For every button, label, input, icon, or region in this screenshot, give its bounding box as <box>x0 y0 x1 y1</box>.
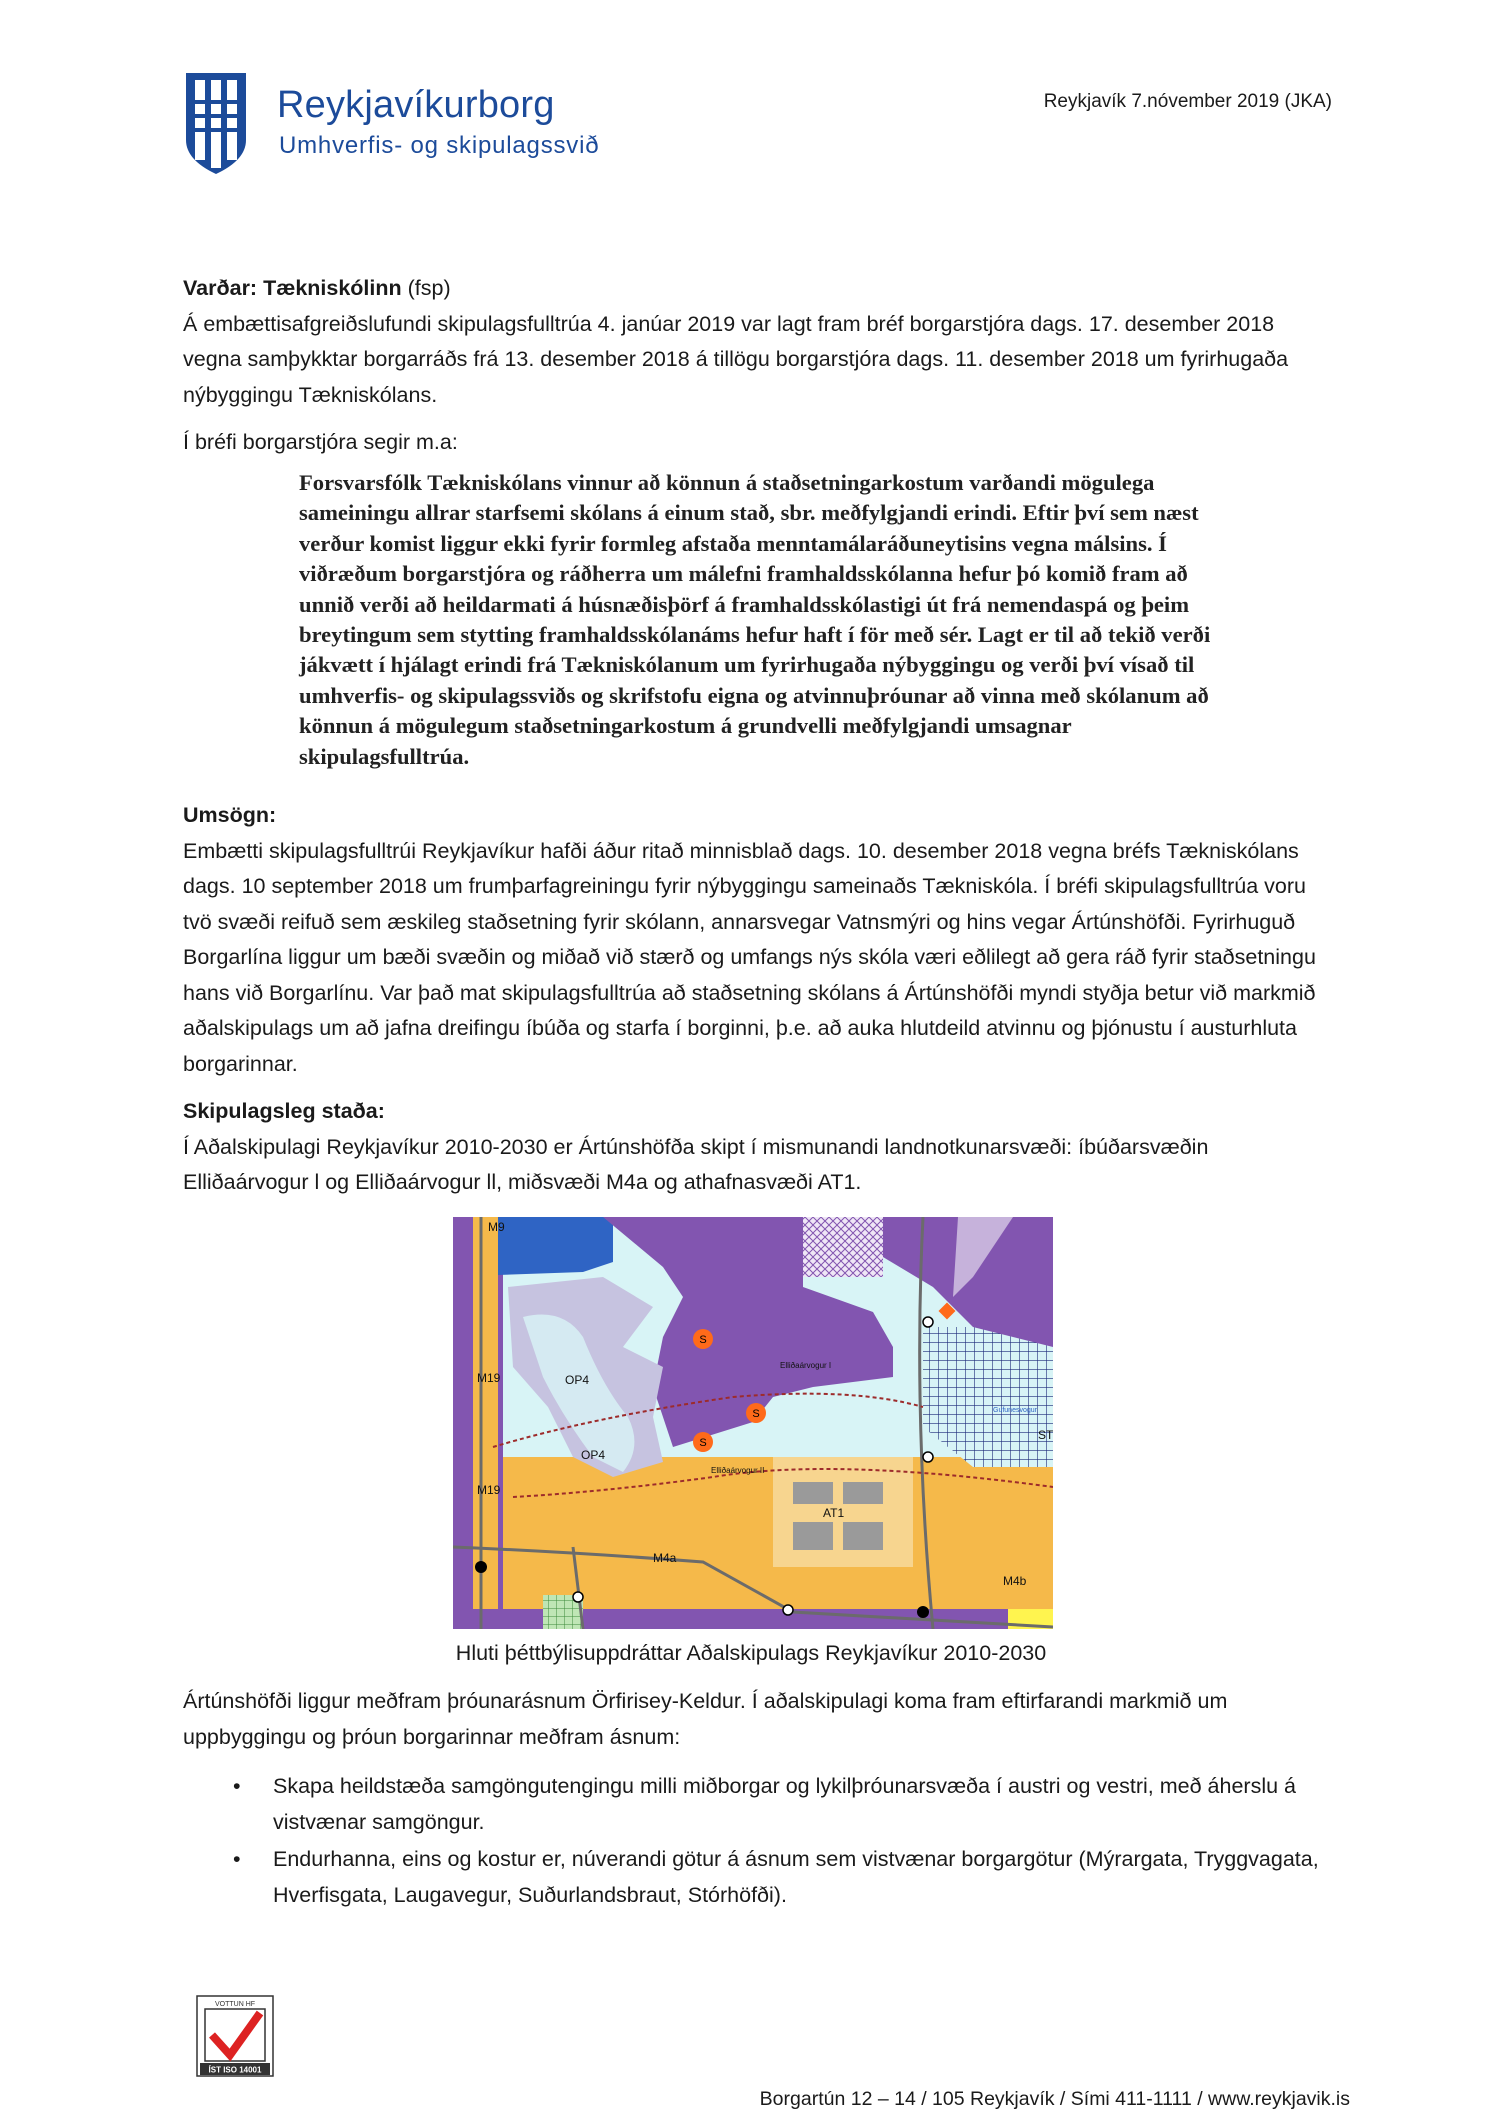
iso-certification-logo <box>196 1995 274 2077</box>
iso-bottom-text: ÍST ISO 14001 <box>208 2065 262 2075</box>
land-use-map <box>453 1217 1053 1629</box>
map-label-at1: AT1 <box>823 1506 845 1520</box>
quote-intro: Í bréfi borgarstjóra segir m.a: <box>183 430 458 454</box>
school-label-1: S <box>699 1334 707 1346</box>
school-label-2: S <box>752 1408 760 1420</box>
subject-suffix: (fsp) <box>407 276 451 300</box>
bullet-icon: • <box>233 1847 241 1871</box>
quoted-letter-excerpt: Forsvarsfólk Tækniskólans vinnur að könnun á staðsetningarkostum varðandi mögulega sameiningu allrar starfsemi skólans á einum stað, sbr. meðfylgjandi erindi. Eftir því sem næst verður komist liggur ekki fyrir formleg afstaða menntamálaráðuneytisins vegna málsins. Í viðræðum borgarstjóra og ráðherra um málefni framhaldsskólanna hefur þó komið fram að unnið verði að heildarmati á húsnæðisþörf á framhaldsskólastigi út frá nemendaspá og þeim breytingum sem stytting framhaldsskólanáms hefur haft í för með sér. Lagt er til að tekið verði jákvætt í hjálagt erindi frá Tækniskólanum um fyrirhugaða nýbyggingu og verði því vísað til umhverfis- og skipulagssviðs og skrifstofu eigna og atvinnuþróunar að vinna með skólanum að könnun á mögulegum staðsetningarkostum á grundvelli meðfylgjandi umsagnar skipulagsfulltrúa. <box>299 470 1211 769</box>
development-section <box>183 1684 1333 1915</box>
bullet-icon: • <box>233 1774 241 1798</box>
map-label-ellidaarvogur-1: Elliðaárvogur I <box>780 1361 832 1370</box>
planning-paragraph: Í Aðalskipulagi Reykjavíkur 2010-2030 er Ártúnshöfða skipt í mismunandi landnotkunarsvæði: íbúðarsvæðin Elliðaárvogur l og Elliðaárvogur ll, miðsvæði M4a og athafnasvæði AT1. <box>183 1134 1209 1194</box>
map-label-gufunesvogur: Gufunesvogur <box>993 1407 1037 1414</box>
map-label-m9: M9 <box>488 1220 505 1234</box>
opinion-paragraph: Embætti skipulagsfulltrúi Reykjavíkur hafði áður ritað minnisblað dags. 10. desember 2018 vegna bréfs Tækniskólans dags. 10 september 2018 um frumþarfagreiningu fyrir nýbyggingu sameinaðs Tækniskóla. Í bréfi skipulagsfulltrúa voru tvö svæði reifuð sem æskileg staðsetning fyrir skólann, annarsvegar Vatnsmýri og hins vegar Ártúnshöfði. Fyrirhuguð Borgarlína liggur um bæði svæðin og miðað við stærð og umfangs nýs skóla væri eðlilegt að gera ráð fyrir staðsetningu hans við Borgarlínu. Var það mat skipulagsfulltrúa að staðsetning skólans á Ártúnshöfði myndi styðja betur við markmið aðalskipulags um að jafna dreifingu íbúða og starfa í borginni, þ.e. að auka hlutdeild atvinnu og þjónustu í austurhluta borgarinnar. <box>183 838 1316 1076</box>
opinion-heading: Umsögn: <box>183 803 277 827</box>
map-caption: Hluti þéttbýlisuppdráttar Aðalskipulags Reykjavíkur 2010-2030 <box>455 1641 1047 1665</box>
list-item-text: Endurhanna, eins og kostur er, núverandi götur á ásnum sem vistvænar borgargötur (Mýrargata, Tryggvagata, Hverfisgata, Laugavegur, Suðurlandsbraut, Stórhöfði). <box>273 1847 1319 1907</box>
map-label-ellidaarvogur-2: Elliðaárvogur II <box>711 1466 765 1475</box>
reykjavik-logo <box>183 70 623 180</box>
subject-heading-line <box>183 271 1333 307</box>
map-label-m19-bottom: M19 <box>477 1483 501 1497</box>
department-name: Umhverfis- og skipulagssvið <box>279 132 600 159</box>
map-label-m4b: M4b <box>1003 1574 1027 1588</box>
list-item <box>183 1769 1333 1840</box>
org-name: Reykjavíkurborg <box>277 84 555 126</box>
map-label-st: ST <box>1038 1428 1053 1442</box>
document-date: Reykjavík 7.nóvember 2019 (JKA) <box>1043 91 1332 112</box>
map-label-op4-top: OP4 <box>565 1373 590 1387</box>
map-label-op4-bottom: OP4 <box>581 1448 606 1462</box>
subject-heading: Varðar: Tækniskólinn <box>183 276 402 300</box>
map-label-m4a: M4a <box>653 1551 677 1565</box>
footer-address: Borgartún 12 – 14 / 105 Reykjavík / Sími 411-1111 / www.reykjavik.is <box>759 2088 1350 2110</box>
iso-top-text: VOTTUN HF <box>214 2001 256 2008</box>
subject-section <box>183 271 1333 461</box>
subject-paragraph: Á embættisafgreiðslufundi skipulagsfulltrúa 4. janúar 2019 var lagt fram bréf borgarstjóra dags. 17. desember 2018 vegna samþykktar borgarráðs frá 13. desember 2018 á tillögu borgarstjóra dags. 11. desember 2018 um fyrirhugaða nýbyggingu Tækniskólans. <box>183 311 1289 407</box>
list-item <box>183 1842 1333 1913</box>
opinion-section <box>183 798 1333 1201</box>
goals-list <box>183 1769 1333 1913</box>
school-label-3: S <box>699 1437 707 1449</box>
city-shield-icon <box>183 70 249 176</box>
list-item-text: Skapa heildstæða samgöngutengingu milli miðborgar og lykilþróunarsvæða í austri og vestri, með áherslu á vistvænar samgöngur. <box>273 1774 1296 1834</box>
development-intro: Ártúnshöfði liggur meðfram þróunarásnum Örfirisey-Keldur. Í aðalskipulagi koma fram eftirfarandi markmið um uppbyggingu og þróun borgarinnar meðfram ásnum: <box>183 1689 1228 1749</box>
map-label-m19-top: M19 <box>477 1371 501 1385</box>
planning-heading: Skipulagsleg staða: <box>183 1099 385 1123</box>
